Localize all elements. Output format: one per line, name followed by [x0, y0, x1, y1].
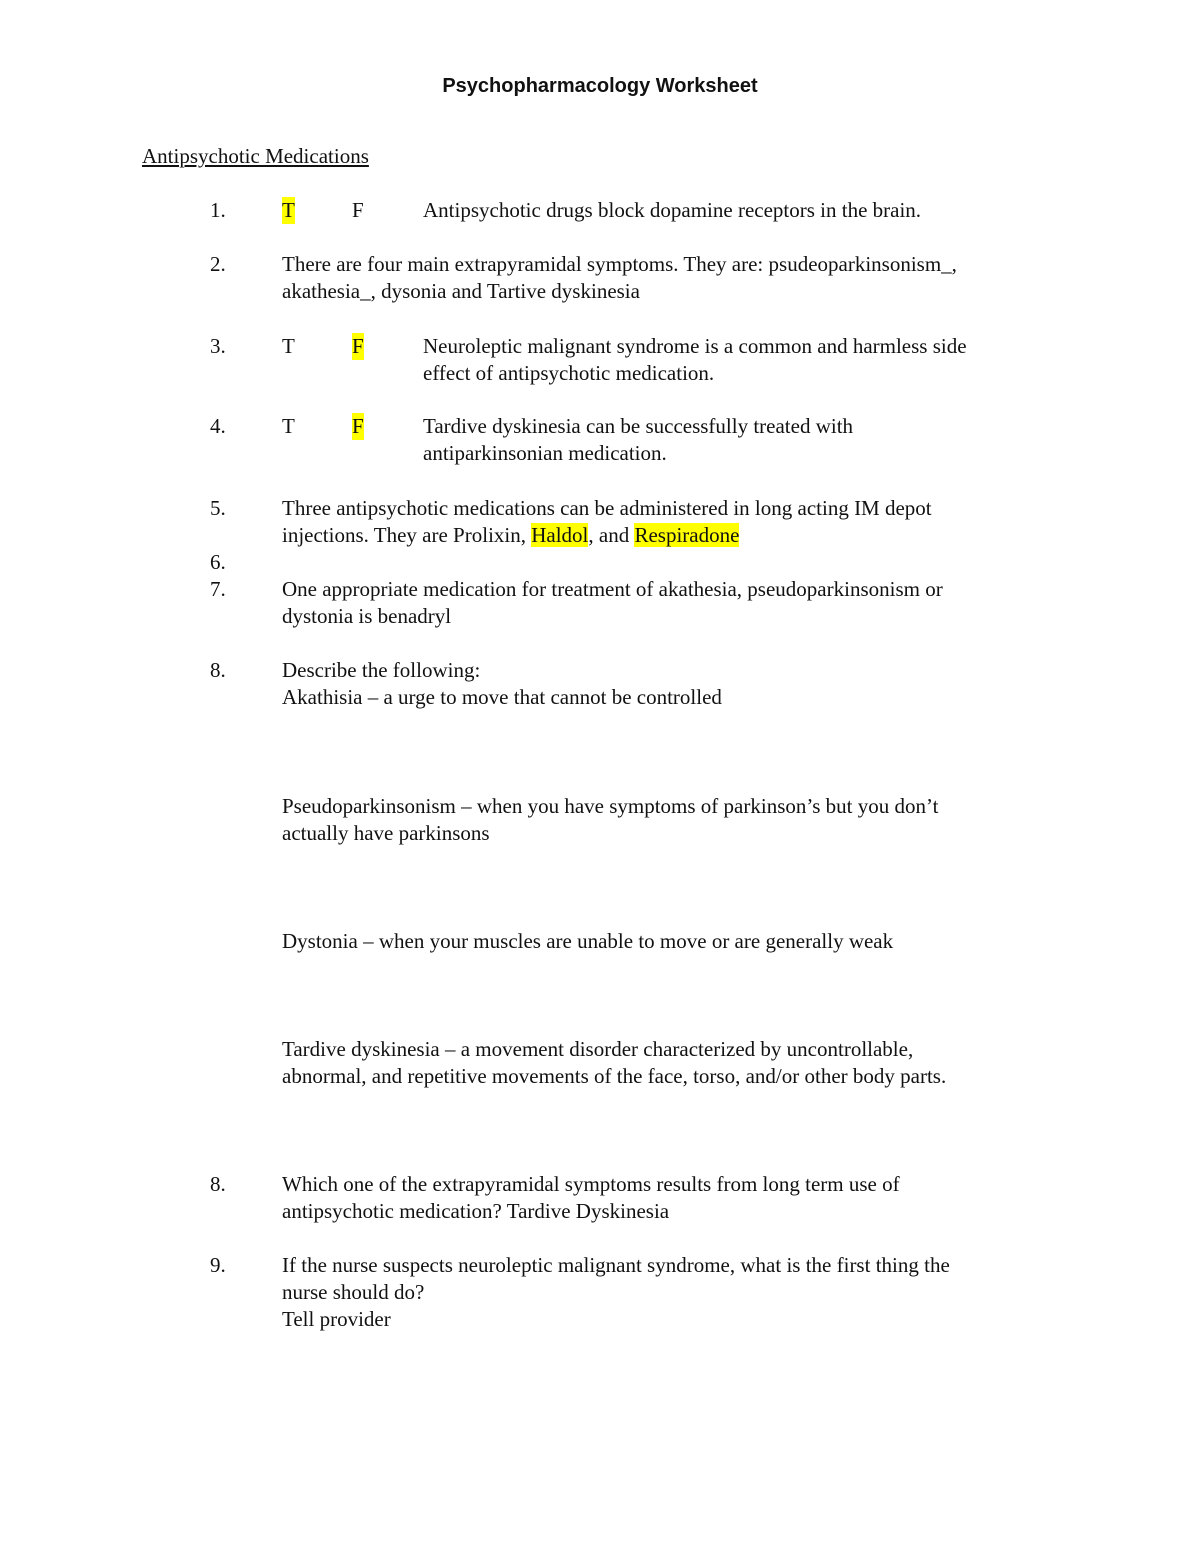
question-text-line-2: antiparkinsonian medication.: [423, 441, 667, 465]
question-number: 5.: [210, 496, 226, 520]
page-title: Psychopharmacology Worksheet: [442, 75, 758, 97]
section-heading: Antipsychotic Medications: [142, 144, 369, 168]
question-text-line-2: dystonia is benadryl: [282, 604, 452, 628]
question-text-line-1: There are four main extrapyramidal symptoms. They are: psudeoparkinsonism_,: [282, 252, 957, 276]
question-number: 1.: [210, 198, 226, 222]
question-number: 6.: [210, 550, 226, 574]
true-option: T: [282, 334, 295, 358]
question-text-line-1: One appropriate medication for treatment of akathesia, pseudoparkinsonism or: [282, 577, 943, 601]
question-prompt: Describe the following:: [282, 658, 481, 682]
answer-dystonia: Dystonia – when your muscles are unable to move or are generally weak: [282, 929, 894, 953]
question-number: 3.: [210, 334, 226, 358]
question-text-line-1: Which one of the extrapyramidal symptoms results from long term use of: [282, 1172, 900, 1196]
question-text-line-1: Three antipsychotic medications can be administered in long acting IM depot: [282, 496, 932, 520]
false-option: F: [352, 198, 364, 222]
question-text-line-2: antipsychotic medication? Tardive Dyskinesia: [282, 1199, 670, 1223]
question-text-line-2: effect of antipsychotic medication.: [423, 361, 715, 385]
question-number: 2.: [210, 252, 226, 276]
answer-pseudoparkinsonism-line-2: actually have parkinsons: [282, 821, 490, 845]
question-number: 8.: [210, 658, 226, 682]
answer-pseudoparkinsonism-line-1: Pseudoparkinsonism – when you have symptoms of parkinson’s but you don’t: [282, 794, 939, 818]
question-text-line-1: Tardive dyskinesia can be successfully treated with: [423, 414, 854, 438]
question-text: Antipsychotic drugs block dopamine receptors in the brain.: [423, 198, 922, 222]
answer-tardive-line-2: abnormal, and repetitive movements of the face, torso, and/or other body parts.: [282, 1064, 947, 1088]
answer-akathisia: Akathisia – a urge to move that cannot be controlled: [282, 685, 722, 709]
true-option: T: [282, 414, 295, 438]
false-option-selected: F: [352, 414, 364, 438]
true-option-selected: T: [282, 198, 295, 222]
question-text-line-1: If the nurse suspects neuroleptic malignant syndrome, what is the first thing the: [282, 1253, 950, 1277]
question-text-line-2: akathesia_, dysonia and Tartive dyskinesia: [282, 279, 640, 303]
highlighted-answer: Haldol: [531, 523, 589, 547]
question-text-mid: , and: [588, 523, 635, 547]
false-option-selected: F: [352, 334, 364, 358]
highlighted-answer: Respiradone: [634, 523, 740, 547]
answer-text: Tell provider: [282, 1307, 391, 1331]
question-number: 8.: [210, 1172, 226, 1196]
question-number: 9.: [210, 1253, 226, 1277]
question-text-line-1: Neuroleptic malignant syndrome is a common and harmless side: [423, 334, 967, 358]
question-text-prefix: injections. They are Prolixin,: [282, 523, 532, 547]
answer-tardive-line-1: Tardive dyskinesia – a movement disorder characterized by uncontrollable,: [282, 1037, 914, 1061]
question-text-line-2: [282, 522, 739, 549]
question-text-line-2: nurse should do?: [282, 1280, 425, 1304]
question-number: 7.: [210, 577, 226, 601]
question-number: 4.: [210, 414, 226, 438]
